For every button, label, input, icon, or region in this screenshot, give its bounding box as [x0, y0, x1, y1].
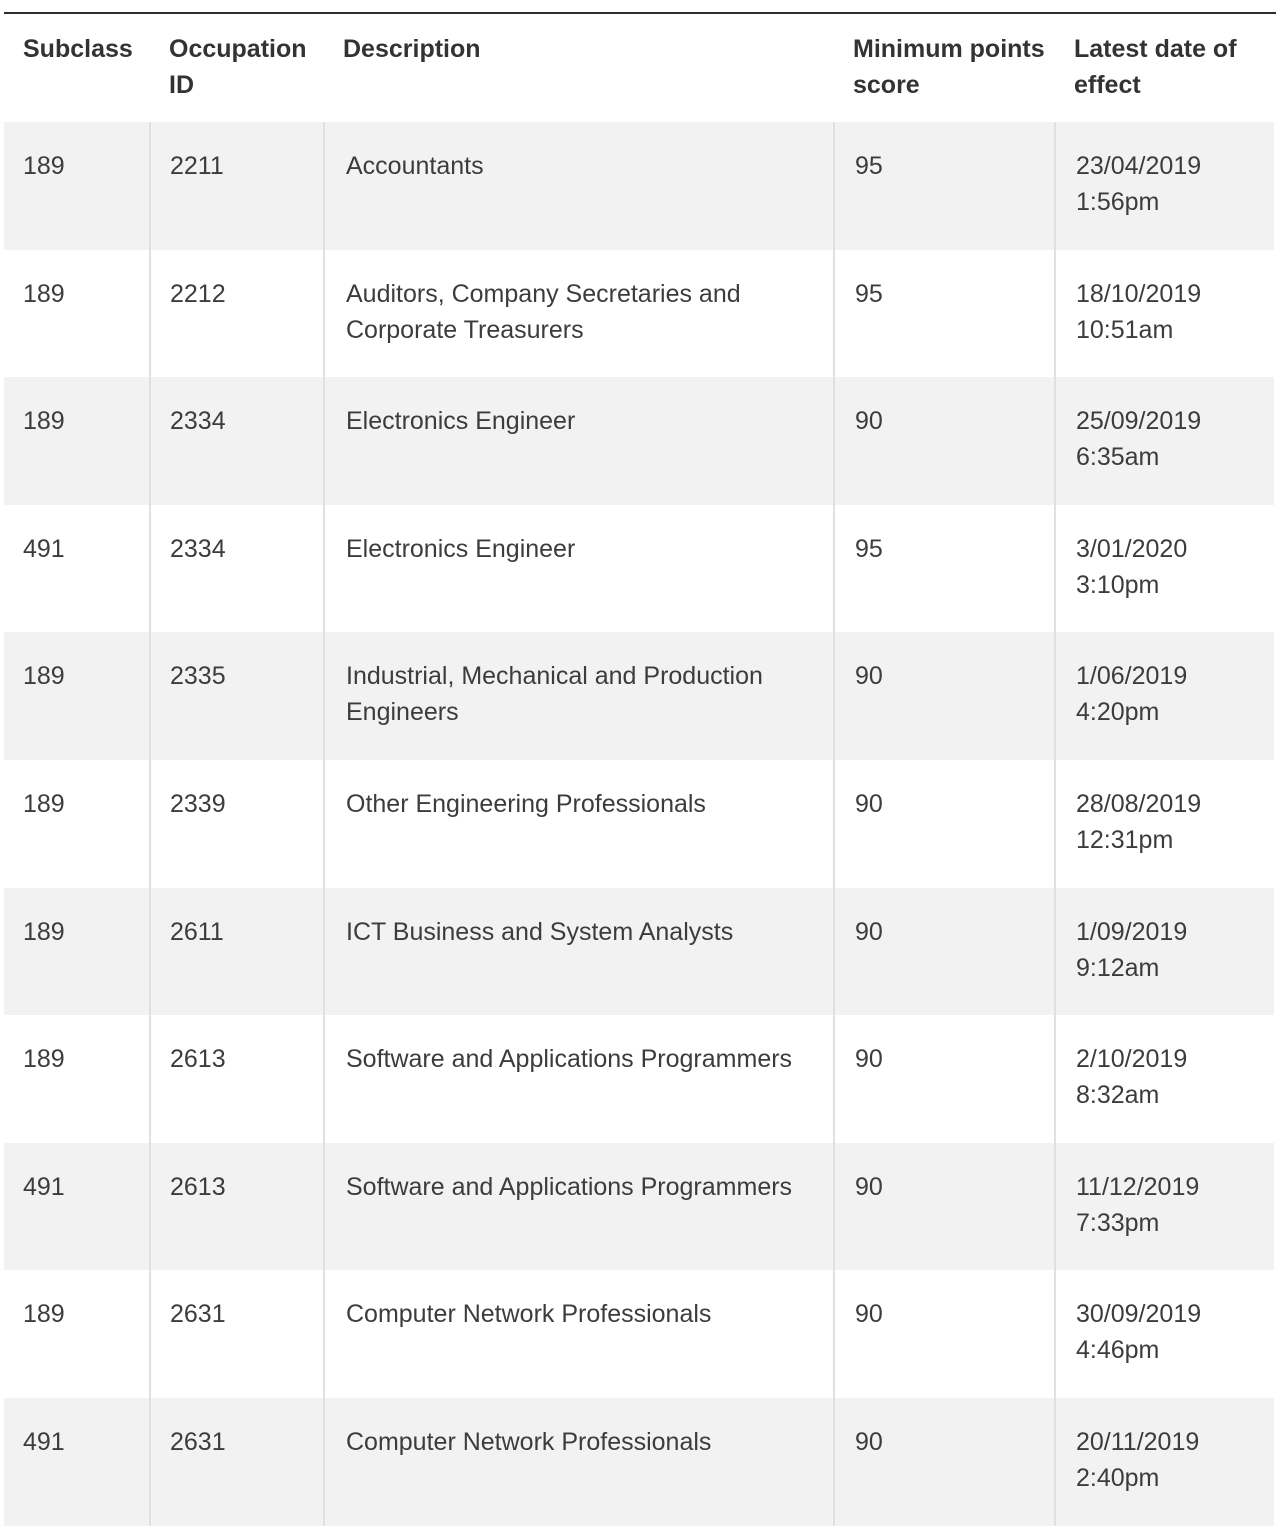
- cell-occupation-id: [150, 505, 324, 633]
- table-row: [4, 760, 1274, 888]
- date-value: 18/10/2019: [1076, 279, 1202, 308]
- subclass-value: 491: [23, 1172, 65, 1201]
- description-value: Other Engineering Professionals: [346, 789, 706, 818]
- cell-subclass: [4, 1398, 150, 1526]
- cell-minimum-points-score: [834, 1015, 1055, 1143]
- cell-latest-date-of-effect: [1055, 122, 1274, 250]
- table-row: [4, 1398, 1274, 1526]
- subclass-value: 189: [23, 662, 65, 691]
- table-row: [4, 1143, 1274, 1271]
- header-description: Description: [324, 14, 834, 122]
- header-latest-date-of-effect: Latest date of effect: [1055, 14, 1274, 122]
- description-value: Auditors, Company Secretaries and Corporate Treasurers: [346, 279, 741, 344]
- cell-minimum-points-score: [834, 760, 1055, 888]
- occupation-id-value: 2212: [170, 279, 226, 308]
- min-points-value: 90: [855, 917, 883, 946]
- time-value: 4:46pm: [1076, 1336, 1160, 1365]
- cell-minimum-points-score: [834, 1270, 1055, 1398]
- cell-subclass: [4, 760, 150, 888]
- min-points-value: 90: [855, 1172, 883, 1201]
- cell-latest-date-of-effect: [1055, 1015, 1274, 1143]
- table-row: [4, 632, 1274, 760]
- cell-description: [324, 1143, 834, 1271]
- cell-subclass: [4, 377, 150, 505]
- cell-occupation-id: [150, 1015, 324, 1143]
- cell-description: [324, 760, 834, 888]
- cell-minimum-points-score: [834, 250, 1055, 378]
- date-value: 3/01/2020: [1076, 534, 1188, 563]
- header-subclass: Subclass: [4, 14, 150, 122]
- subclass-value: 189: [23, 407, 65, 436]
- time-value: 6:35am: [1076, 443, 1160, 472]
- table-body: [4, 122, 1274, 1526]
- cell-minimum-points-score: [834, 377, 1055, 505]
- cell-description: [324, 632, 834, 760]
- cell-latest-date-of-effect: [1055, 250, 1274, 378]
- description-value: Electronics Engineer: [346, 407, 576, 436]
- cell-subclass: [4, 1015, 150, 1143]
- table-row: [4, 122, 1274, 250]
- date-value: 11/12/2019: [1076, 1172, 1200, 1201]
- min-points-value: 95: [855, 152, 883, 180]
- min-points-value: 90: [855, 1427, 883, 1456]
- cell-occupation-id: [150, 760, 324, 888]
- cell-description: [324, 505, 834, 633]
- cell-subclass: [4, 122, 150, 250]
- table-row: [4, 250, 1274, 378]
- subclass-value: 189: [23, 279, 65, 308]
- time-value: 8:32am: [1076, 1081, 1160, 1110]
- table-row: [4, 377, 1274, 505]
- header-occupation-id: Occupation ID: [150, 14, 324, 122]
- cell-description: [324, 888, 834, 1016]
- date-value: 1/09/2019: [1076, 917, 1188, 946]
- min-points-value: 90: [855, 789, 883, 818]
- occupation-id-value: 2334: [170, 534, 226, 563]
- cell-subclass: [4, 632, 150, 760]
- date-value: 28/08/2019: [1076, 789, 1202, 818]
- description-value: Accountants: [346, 152, 484, 180]
- min-points-value: 90: [855, 662, 883, 691]
- occupation-id-value: 2334: [170, 407, 226, 436]
- time-value: 10:51am: [1076, 315, 1174, 344]
- cell-minimum-points-score: [834, 505, 1055, 633]
- header-row: [4, 14, 1274, 122]
- cell-minimum-points-score: [834, 122, 1055, 250]
- min-points-value: 95: [855, 534, 883, 563]
- time-value: 4:20pm: [1076, 698, 1160, 727]
- cell-occupation-id: [150, 888, 324, 1016]
- date-value: 2/10/2019: [1076, 1045, 1188, 1074]
- header-minimum-points-score: Minimum points score: [834, 14, 1055, 122]
- description-value: Computer Network Professionals: [346, 1300, 712, 1329]
- cell-latest-date-of-effect: [1055, 377, 1274, 505]
- table-header: [4, 14, 1274, 122]
- occupation-id-value: 2613: [170, 1172, 226, 1201]
- description-value: Industrial, Mechanical and Production Engineers: [346, 662, 763, 727]
- time-value: 1:56pm: [1076, 188, 1160, 216]
- cell-description: [324, 377, 834, 505]
- occupation-id-value: 2631: [170, 1300, 226, 1329]
- cell-description: [324, 1270, 834, 1398]
- subclass-value: 189: [23, 1045, 65, 1074]
- min-points-value: 90: [855, 1300, 883, 1329]
- cell-latest-date-of-effect: [1055, 1143, 1274, 1271]
- cell-occupation-id: [150, 250, 324, 378]
- cell-subclass: [4, 1270, 150, 1398]
- min-points-value: 95: [855, 279, 883, 308]
- cell-occupation-id: [150, 1398, 324, 1526]
- cell-occupation-id: [150, 1143, 324, 1271]
- time-value: 3:10pm: [1076, 570, 1160, 599]
- description-value: Computer Network Professionals: [346, 1427, 712, 1456]
- table-row: [4, 1270, 1274, 1398]
- cell-minimum-points-score: [834, 888, 1055, 1016]
- date-value: 23/04/2019: [1076, 152, 1202, 180]
- cell-occupation-id: [150, 377, 324, 505]
- subclass-value: 189: [23, 152, 65, 180]
- table-row: [4, 1015, 1274, 1143]
- cell-minimum-points-score: [834, 1398, 1055, 1526]
- description-value: ICT Business and System Analysts: [346, 917, 734, 946]
- cell-description: [324, 1398, 834, 1526]
- date-value: 30/09/2019: [1076, 1300, 1202, 1329]
- cell-minimum-points-score: [834, 1143, 1055, 1271]
- date-value: 1/06/2019: [1076, 662, 1188, 691]
- cell-occupation-id: [150, 122, 324, 250]
- time-value: 9:12am: [1076, 953, 1160, 982]
- cell-occupation-id: [150, 632, 324, 760]
- cell-latest-date-of-effect: [1055, 760, 1274, 888]
- cell-latest-date-of-effect: [1055, 1398, 1274, 1526]
- cell-minimum-points-score: [834, 632, 1055, 760]
- date-value: 20/11/2019: [1076, 1427, 1200, 1456]
- cell-description: [324, 250, 834, 378]
- description-value: Software and Applications Programmers: [346, 1172, 793, 1201]
- cell-latest-date-of-effect: [1055, 505, 1274, 633]
- min-points-value: 90: [855, 407, 883, 436]
- table-row: [4, 888, 1274, 1016]
- cell-latest-date-of-effect: [1055, 632, 1274, 760]
- date-value: 25/09/2019: [1076, 407, 1202, 436]
- occupation-id-value: 2631: [170, 1427, 226, 1456]
- cell-subclass: [4, 888, 150, 1016]
- subclass-value: 189: [23, 917, 65, 946]
- occupation-table: [4, 14, 1274, 1526]
- cell-subclass: [4, 505, 150, 633]
- cell-subclass: [4, 250, 150, 378]
- occupation-id-value: 2211: [170, 152, 224, 180]
- occupation-id-value: 2339: [170, 789, 226, 818]
- time-value: 2:40pm: [1076, 1463, 1160, 1492]
- time-value: 12:31pm: [1076, 825, 1174, 854]
- occupation-id-value: 2335: [170, 662, 226, 691]
- cell-description: [324, 1015, 834, 1143]
- occupation-id-value: 2611: [170, 917, 224, 946]
- cell-description: [324, 122, 834, 250]
- time-value: 7:33pm: [1076, 1208, 1160, 1237]
- cell-subclass: [4, 1143, 150, 1271]
- table-row: [4, 505, 1274, 633]
- description-value: Electronics Engineer: [346, 534, 576, 563]
- cell-latest-date-of-effect: [1055, 1270, 1274, 1398]
- subclass-value: 189: [23, 1300, 65, 1329]
- subclass-value: 491: [23, 1427, 65, 1456]
- occupation-id-value: 2613: [170, 1045, 226, 1074]
- cell-latest-date-of-effect: [1055, 888, 1274, 1016]
- cell-occupation-id: [150, 1270, 324, 1398]
- subclass-value: 491: [23, 534, 65, 563]
- description-value: Software and Applications Programmers: [346, 1045, 793, 1074]
- subclass-value: 189: [23, 789, 65, 818]
- min-points-value: 90: [855, 1045, 883, 1074]
